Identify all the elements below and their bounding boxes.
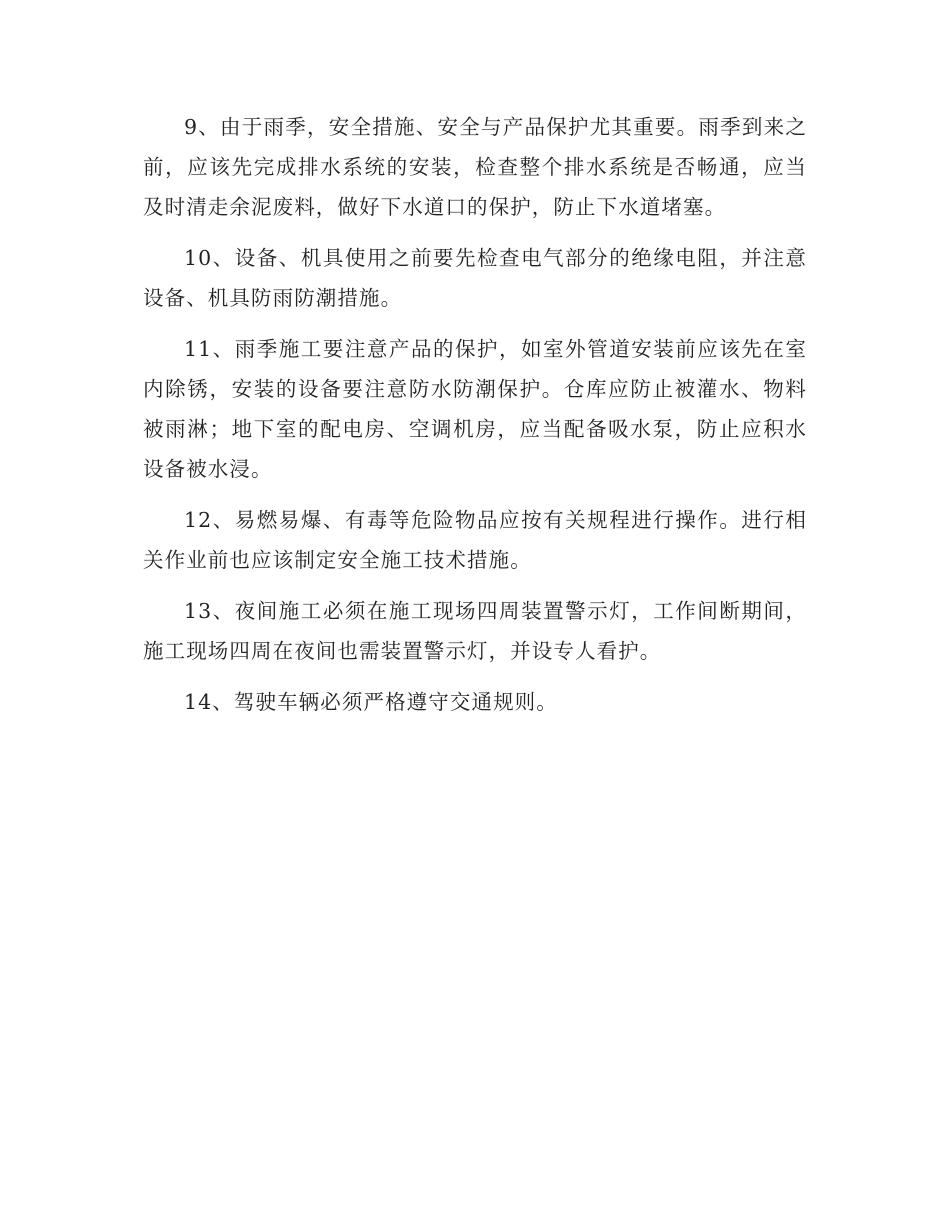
paragraph-item-13: 13、夜间施工必须在施工现场四周装置警示灯，工作间断期间，施工现场四周在夜间也需装置警示灯，并设专人看护。 [143, 599, 807, 663]
paragraph-item-11: 11、雨季施工要注意产品的保护，如室外管道安装前应该先在室内除锈，安装的设备要注意防水防潮保护。仓库应防止被灌水、物料被雨淋；地下室的配电房、空调机房，应当配备吸水泵，防止应积水设备被水浸。 [143, 337, 807, 481]
paragraph-item-14: 14、驾驶车辆必须严格遵守交通规则。 [184, 690, 558, 714]
paragraph-item-12: 12、易燃易爆、有毒等危险物品应按有关规程进行操作。进行相关作业前也应该制定安全施工技术措施。 [143, 508, 807, 572]
paragraph-item-10: 10、设备、机具使用之前要先检查电气部分的绝缘电阻，并注意设备、机具防雨防潮措施。 [143, 246, 807, 310]
document-page [143, 107, 807, 733]
paragraph-item-9: 9、由于雨季，安全措施、安全与产品保护尤其重要。雨季到来之前，应该先完成排水系统的安装，检查整个排水系统是否畅通，应当及时清走余泥废料，做好下水道口的保护，防止下水道堵塞。 [143, 115, 807, 219]
